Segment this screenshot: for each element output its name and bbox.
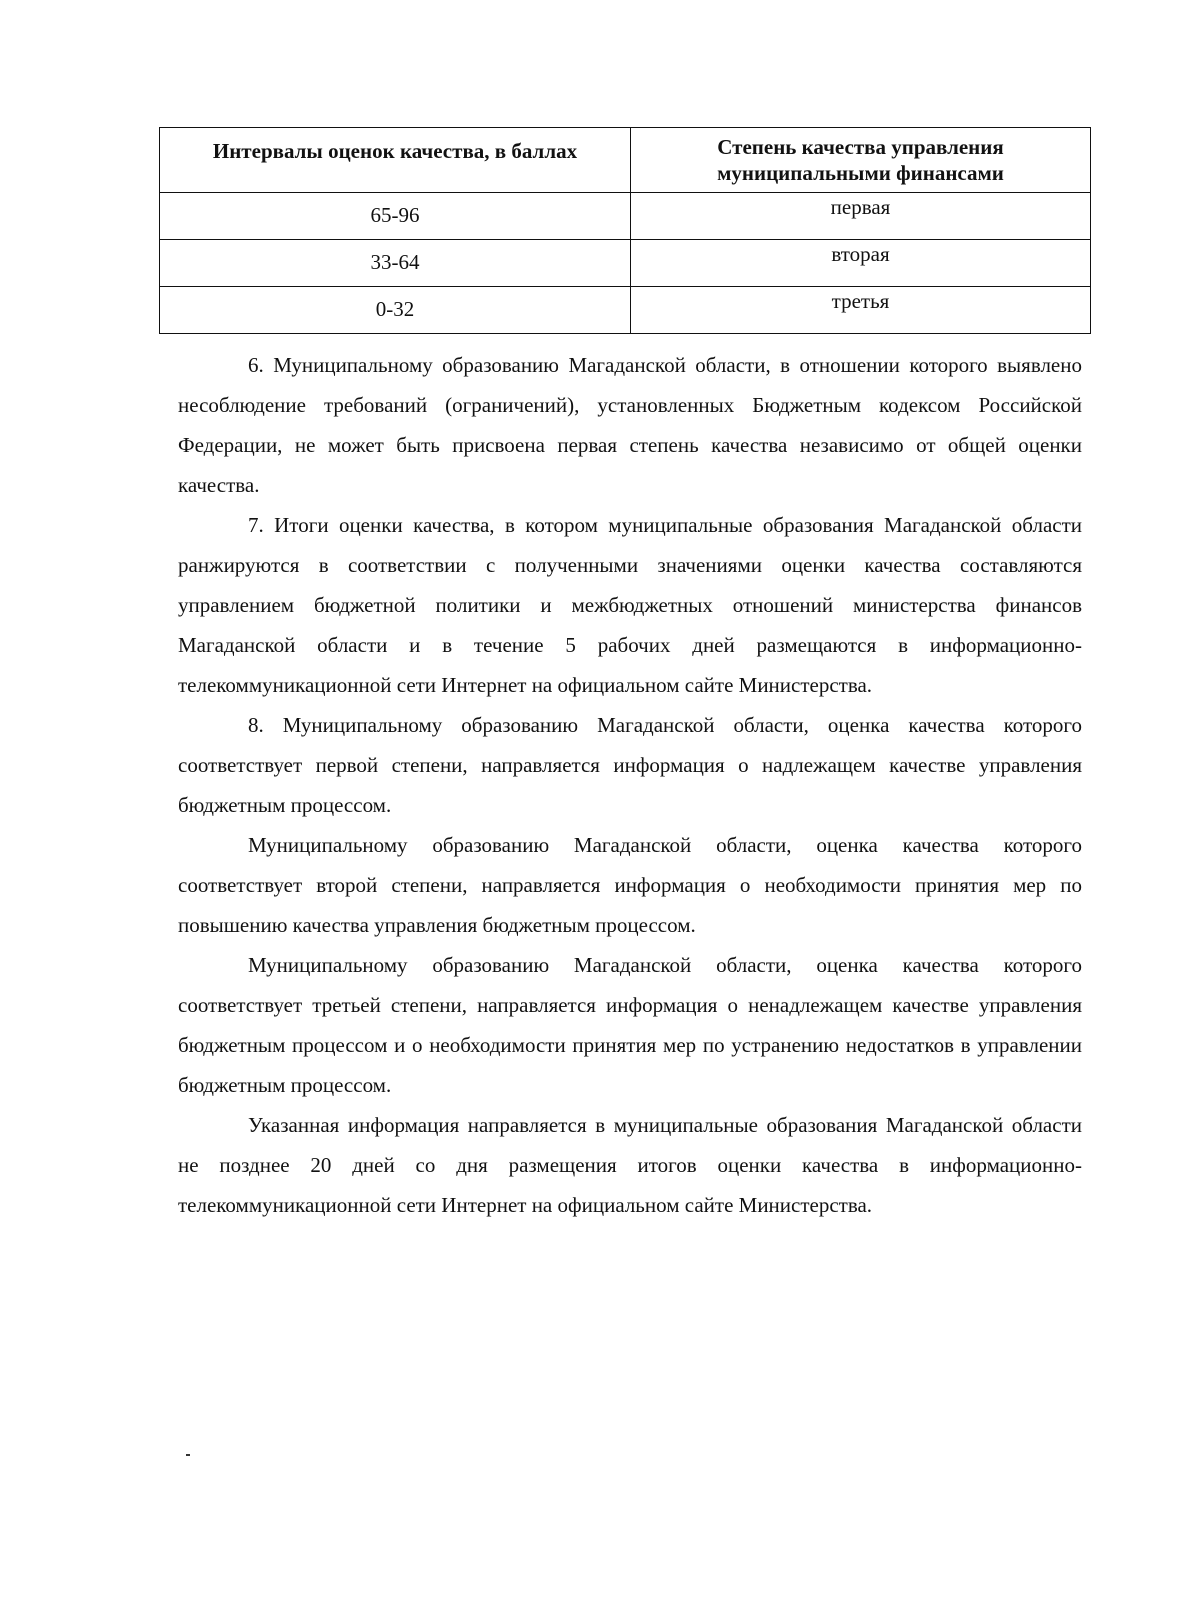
interval-cell: 65-96 bbox=[160, 193, 631, 240]
scan-speck bbox=[186, 1454, 190, 1456]
interval-cell: 33-64 bbox=[160, 240, 631, 287]
table-row bbox=[160, 287, 1091, 334]
table-row bbox=[160, 240, 1091, 287]
table-header-row bbox=[160, 128, 1091, 193]
header-grade: Степень качества управления муниципальными финансами bbox=[631, 128, 1091, 193]
quality-grade-table-container bbox=[159, 127, 1091, 334]
document-body bbox=[178, 345, 1082, 1225]
header-intervals: Интервалы оценок качества, в баллах bbox=[160, 128, 631, 193]
paragraph-notification-deadline: Указанная информация направляется в муниципальные образования Магаданской области не позднее 20 дней со дня размещения итогов оценки качества в информационно-телекоммуникационной сети Интернет на официальном сайте Министерства. bbox=[178, 1113, 1082, 1217]
grade-cell: вторая bbox=[631, 240, 1091, 287]
paragraph-7: 7. Итоги оценки качества, в котором муниципальные образования Магаданской области ранжируются в соответствии с полученными значениями оценки качества составляются управлением бюджетной политики и межбюджетных отношений министерства финансов Магаданской области и в течение 5 рабочих дней размещаются в информационно-телекоммуникационной сети Интернет на официальном сайте Министерства. bbox=[178, 513, 1082, 697]
quality-grade-table bbox=[159, 127, 1091, 334]
interval-cell: 0-32 bbox=[160, 287, 631, 334]
table-row bbox=[160, 193, 1091, 240]
grade-cell: третья bbox=[631, 287, 1091, 334]
paragraph-6: 6. Муниципальному образованию Магаданской области, в отношении которого выявлено несоблюдение требований (ограничений), установленных Бюджетным кодексом Российской Федерации, не может быть присвоена первая степень качества независимо от общей оценки качества. bbox=[178, 353, 1082, 497]
paragraph-8: 8. Муниципальному образованию Магаданской области, оценка качества которого соответствует первой степени, направляется информация о надлежащем качестве управления бюджетным процессом. bbox=[178, 713, 1082, 817]
grade-cell: первая bbox=[631, 193, 1091, 240]
paragraph-8-third-degree: Муниципальному образованию Магаданской области, оценка качества которого соответствует третьей степени, направляется информация о ненадлежащем качестве управления бюджетным процессом и о необходимости принятия мер по устранению недостатков в управлении бюджетным процессом. bbox=[178, 953, 1082, 1097]
paragraph-8-second-degree: Муниципальному образованию Магаданской области, оценка качества которого соответствует второй степени, направляется информация о необходимости принятия мер по повышению качества управления бюджетным процессом. bbox=[178, 833, 1082, 937]
